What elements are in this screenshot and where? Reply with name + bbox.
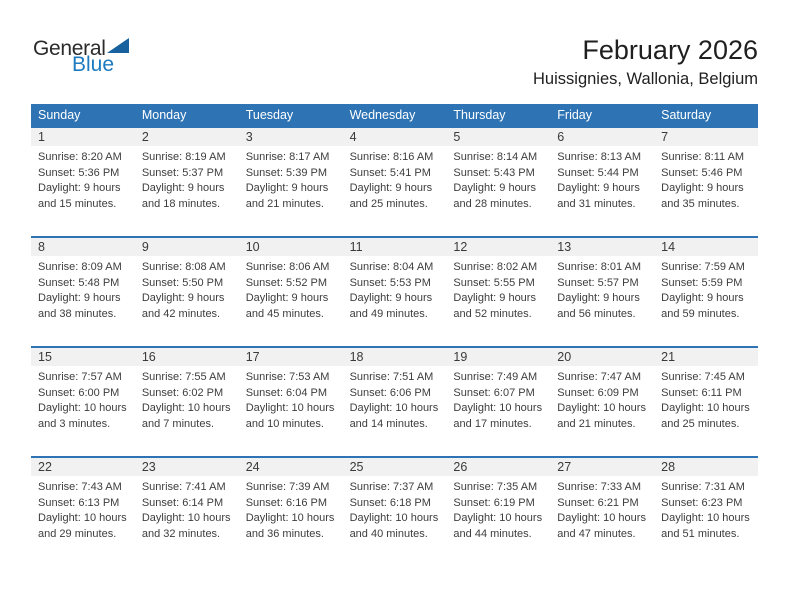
- day-number: 27: [550, 458, 654, 476]
- sunrise-line: Sunrise: 8:06 AM: [245, 261, 330, 273]
- day-number: 1: [31, 128, 135, 146]
- sunset-line: Sunset: 6:09 PM: [557, 386, 639, 399]
- day-cell-18: [343, 348, 447, 456]
- weekday-header-wednesday: Wednesday: [349, 108, 416, 122]
- daylight-line-1: Daylight: 10 hours: [349, 402, 439, 414]
- daylight-line-1: Daylight: 9 hours: [38, 182, 121, 194]
- day-cell-26: [446, 458, 550, 566]
- daylight-line-2: and 56 minutes.: [557, 307, 636, 320]
- daylight-line-1: Daylight: 10 hours: [349, 512, 439, 524]
- day-cell-12: [446, 238, 550, 346]
- daylight-line-2: and 7 minutes.: [141, 417, 214, 430]
- day-info: [239, 476, 343, 542]
- sunrise-line: Sunrise: 7:39 AM: [245, 481, 330, 493]
- weekday-header-row: [31, 104, 758, 126]
- daylight-line-2: and 47 minutes.: [557, 527, 636, 540]
- day-number: 4: [343, 128, 447, 146]
- day-number: 11: [343, 238, 447, 256]
- weekday-header-sunday: Sunday: [38, 108, 81, 122]
- day-cell-28: [654, 458, 758, 566]
- day-info: [343, 476, 447, 542]
- sunrise-line: Sunrise: 7:49 AM: [453, 371, 538, 383]
- sunset-line: Sunset: 5:55 PM: [453, 276, 535, 289]
- day-cell-25: [343, 458, 447, 566]
- daylight-line-2: and 36 minutes.: [245, 527, 324, 540]
- daylight-line-1: Daylight: 10 hours: [557, 402, 646, 414]
- sunset-line: Sunset: 5:43 PM: [453, 166, 535, 179]
- day-number: 5: [446, 128, 550, 146]
- day-cell-2: [135, 128, 239, 236]
- day-info: [446, 146, 550, 212]
- day-info: [654, 366, 758, 432]
- day-info: [654, 146, 758, 212]
- day-info: [31, 366, 135, 432]
- sunrise-line: Sunrise: 8:13 AM: [557, 151, 642, 163]
- sunrise-line: Sunrise: 7:31 AM: [661, 481, 745, 493]
- weekday-header-friday: Friday: [557, 108, 593, 122]
- sunrise-line: Sunrise: 7:43 AM: [38, 481, 122, 493]
- day-info: [343, 366, 447, 432]
- day-number: 2: [135, 128, 239, 146]
- day-info: [31, 146, 135, 212]
- week-row-2: [31, 236, 758, 346]
- daylight-line-1: Daylight: 9 hours: [141, 182, 225, 194]
- sunset-line: Sunset: 5:59 PM: [661, 276, 743, 289]
- sunrise-line: Sunrise: 8:04 AM: [349, 261, 434, 273]
- day-cell-27: [550, 458, 654, 566]
- daylight-line-2: and 52 minutes.: [453, 307, 532, 320]
- sunrise-line: Sunrise: 8:09 AM: [38, 261, 122, 273]
- week-row-3: [31, 346, 758, 456]
- sunset-line: Sunset: 5:52 PM: [245, 276, 328, 289]
- day-cell-8: [31, 238, 135, 346]
- daylight-line-1: Daylight: 10 hours: [557, 512, 646, 524]
- daylight-line-1: Daylight: 10 hours: [453, 512, 543, 524]
- daylight-line-2: and 31 minutes.: [557, 197, 636, 210]
- sunset-line: Sunset: 6:23 PM: [661, 496, 743, 509]
- day-cell-6: [550, 128, 654, 236]
- sunrise-line: Sunrise: 7:35 AM: [453, 481, 538, 493]
- sunset-line: Sunset: 6:06 PM: [349, 386, 431, 399]
- sunrise-line: Sunrise: 8:14 AM: [453, 151, 538, 163]
- daylight-line-2: and 10 minutes.: [245, 417, 324, 430]
- day-cell-3: [239, 128, 343, 236]
- daylight-line-2: and 17 minutes.: [453, 417, 532, 430]
- day-number: 12: [446, 238, 550, 256]
- day-cell-21: [654, 348, 758, 456]
- weekday-header-tuesday: Tuesday: [245, 108, 294, 122]
- day-info: [446, 256, 550, 322]
- day-cell-1: [31, 128, 135, 236]
- day-info: [446, 476, 550, 542]
- day-info: [239, 366, 343, 432]
- sunrise-line: Sunrise: 7:37 AM: [349, 481, 434, 493]
- calendar: [31, 104, 758, 566]
- sunset-line: Sunset: 6:21 PM: [557, 496, 639, 509]
- sunset-line: Sunset: 5:48 PM: [38, 276, 120, 289]
- day-info: [550, 256, 654, 322]
- day-cell-13: [550, 238, 654, 346]
- week-row-4: [31, 456, 758, 566]
- day-number: 7: [654, 128, 758, 146]
- daylight-line-1: Daylight: 9 hours: [661, 182, 744, 194]
- day-info: [550, 146, 654, 212]
- daylight-line-1: Daylight: 10 hours: [245, 512, 335, 524]
- sunset-line: Sunset: 5:39 PM: [245, 166, 328, 179]
- sunrise-line: Sunrise: 8:02 AM: [453, 261, 538, 273]
- daylight-line-2: and 25 minutes.: [661, 417, 740, 430]
- sunrise-line: Sunrise: 7:41 AM: [141, 481, 226, 493]
- daylight-line-2: and 44 minutes.: [453, 527, 532, 540]
- sunset-line: Sunset: 5:37 PM: [141, 166, 224, 179]
- page-subtitle: Huissignies, Wallonia, Belgium: [533, 70, 758, 88]
- day-cell-4: [343, 128, 447, 236]
- daylight-line-1: Daylight: 10 hours: [661, 512, 750, 524]
- week-row-1: [31, 126, 758, 236]
- calendar-grid: [31, 126, 758, 566]
- daylight-line-2: and 45 minutes.: [245, 307, 324, 320]
- day-cell-9: [135, 238, 239, 346]
- day-number: 20: [550, 348, 654, 366]
- daylight-line-2: and 35 minutes.: [661, 197, 740, 210]
- weekday-header-monday: Monday: [141, 108, 187, 122]
- day-cell-16: [135, 348, 239, 456]
- daylight-line-1: Daylight: 9 hours: [141, 292, 225, 304]
- sunrise-line: Sunrise: 7:47 AM: [557, 371, 642, 383]
- day-info: [135, 366, 239, 432]
- sunrise-line: Sunrise: 8:01 AM: [557, 261, 642, 273]
- daylight-line-2: and 40 minutes.: [349, 527, 428, 540]
- day-number: 15: [31, 348, 135, 366]
- day-info: [31, 476, 135, 542]
- sunrise-line: Sunrise: 7:53 AM: [245, 371, 330, 383]
- day-number: 24: [239, 458, 343, 476]
- daylight-line-1: Daylight: 10 hours: [38, 512, 127, 524]
- daylight-line-1: Daylight: 9 hours: [245, 292, 329, 304]
- day-number: 26: [446, 458, 550, 476]
- sunset-line: Sunset: 5:41 PM: [349, 166, 431, 179]
- weekday-header-saturday: Saturday: [661, 108, 712, 122]
- sunset-line: Sunset: 5:57 PM: [557, 276, 639, 289]
- daylight-line-2: and 28 minutes.: [453, 197, 532, 210]
- daylight-line-1: Daylight: 10 hours: [141, 512, 231, 524]
- daylight-line-1: Daylight: 10 hours: [453, 402, 543, 414]
- daylight-line-2: and 29 minutes.: [38, 527, 117, 540]
- sunrise-line: Sunrise: 8:08 AM: [141, 261, 226, 273]
- day-number: 6: [550, 128, 654, 146]
- day-number: 8: [31, 238, 135, 256]
- daylight-line-2: and 38 minutes.: [38, 307, 117, 320]
- sunset-line: Sunset: 6:18 PM: [349, 496, 431, 509]
- day-cell-17: [239, 348, 343, 456]
- sunset-line: Sunset: 5:53 PM: [349, 276, 431, 289]
- logo-text-blue: Blue: [72, 53, 115, 76]
- daylight-line-1: Daylight: 10 hours: [245, 402, 335, 414]
- daylight-line-1: Daylight: 9 hours: [453, 292, 536, 304]
- sunrise-line: Sunrise: 8:20 AM: [38, 151, 122, 163]
- day-cell-10: [239, 238, 343, 346]
- day-cell-19: [446, 348, 550, 456]
- sunrise-line: Sunrise: 8:11 AM: [661, 151, 745, 163]
- day-info: [31, 256, 135, 322]
- day-info: [446, 366, 550, 432]
- day-cell-22: [31, 458, 135, 566]
- logo-text-general: General: [33, 37, 106, 60]
- sunset-line: Sunset: 5:44 PM: [557, 166, 639, 179]
- day-number: 14: [654, 238, 758, 256]
- daylight-line-1: Daylight: 9 hours: [349, 292, 433, 304]
- day-number: 10: [239, 238, 343, 256]
- general-blue-logo: [33, 38, 129, 74]
- sunset-line: Sunset: 5:36 PM: [38, 166, 120, 179]
- day-cell-24: [239, 458, 343, 566]
- daylight-line-2: and 49 minutes.: [349, 307, 428, 320]
- sunset-line: Sunset: 6:13 PM: [38, 496, 120, 509]
- sunrise-line: Sunrise: 7:51 AM: [349, 371, 434, 383]
- daylight-line-1: Daylight: 10 hours: [141, 402, 231, 414]
- sunset-line: Sunset: 5:50 PM: [141, 276, 224, 289]
- day-cell-5: [446, 128, 550, 236]
- day-number: 13: [550, 238, 654, 256]
- day-cell-23: [135, 458, 239, 566]
- day-number: 23: [135, 458, 239, 476]
- daylight-line-2: and 21 minutes.: [557, 417, 636, 430]
- day-cell-14: [654, 238, 758, 346]
- day-info: [343, 146, 447, 212]
- day-info: [135, 476, 239, 542]
- sunset-line: Sunset: 6:14 PM: [141, 496, 224, 509]
- daylight-line-1: Daylight: 9 hours: [38, 292, 121, 304]
- daylight-line-2: and 3 minutes.: [38, 417, 111, 430]
- day-number: 25: [343, 458, 447, 476]
- title-block: [533, 34, 758, 91]
- daylight-line-2: and 59 minutes.: [661, 307, 740, 320]
- sunrise-line: Sunrise: 7:57 AM: [38, 371, 122, 383]
- day-number: 28: [654, 458, 758, 476]
- daylight-line-1: Daylight: 9 hours: [453, 182, 536, 194]
- sunrise-line: Sunrise: 8:16 AM: [349, 151, 434, 163]
- daylight-line-1: Daylight: 10 hours: [661, 402, 750, 414]
- day-info: [239, 146, 343, 212]
- sunset-line: Sunset: 6:19 PM: [453, 496, 535, 509]
- day-number: 21: [654, 348, 758, 366]
- day-cell-7: [654, 128, 758, 236]
- daylight-line-1: Daylight: 9 hours: [245, 182, 329, 194]
- daylight-line-2: and 51 minutes.: [661, 527, 740, 540]
- weekday-header-thursday: Thursday: [453, 108, 506, 122]
- day-cell-15: [31, 348, 135, 456]
- daylight-line-2: and 21 minutes.: [245, 197, 324, 210]
- sunrise-line: Sunrise: 7:45 AM: [661, 371, 745, 383]
- sunset-line: Sunset: 6:00 PM: [38, 386, 120, 399]
- day-info: [654, 256, 758, 322]
- day-info: [135, 256, 239, 322]
- day-number: 3: [239, 128, 343, 146]
- day-cell-11: [343, 238, 447, 346]
- day-number: 18: [343, 348, 447, 366]
- day-info: [550, 366, 654, 432]
- day-number: 17: [239, 348, 343, 366]
- day-info: [343, 256, 447, 322]
- sunrise-line: Sunrise: 7:59 AM: [661, 261, 745, 273]
- sunrise-line: Sunrise: 8:19 AM: [141, 151, 226, 163]
- day-number: 19: [446, 348, 550, 366]
- day-number: 22: [31, 458, 135, 476]
- sunrise-line: Sunrise: 8:17 AM: [245, 151, 330, 163]
- page-title: February 2026: [582, 35, 758, 65]
- daylight-line-2: and 18 minutes.: [141, 197, 221, 210]
- day-number: 9: [135, 238, 239, 256]
- sunset-line: Sunset: 6:11 PM: [661, 386, 742, 399]
- day-info: [239, 256, 343, 322]
- daylight-line-1: Daylight: 9 hours: [557, 182, 640, 194]
- day-info: [550, 476, 654, 542]
- sunset-line: Sunset: 6:04 PM: [245, 386, 328, 399]
- daylight-line-2: and 14 minutes.: [349, 417, 428, 430]
- sunrise-line: Sunrise: 7:55 AM: [141, 371, 226, 383]
- daylight-line-1: Daylight: 9 hours: [349, 182, 433, 194]
- day-number: 16: [135, 348, 239, 366]
- day-info: [135, 146, 239, 212]
- daylight-line-2: and 15 minutes.: [38, 197, 117, 210]
- day-info: [654, 476, 758, 542]
- day-cell-20: [550, 348, 654, 456]
- sunset-line: Sunset: 5:46 PM: [661, 166, 743, 179]
- daylight-line-2: and 25 minutes.: [349, 197, 428, 210]
- sunset-line: Sunset: 6:07 PM: [453, 386, 535, 399]
- daylight-line-1: Daylight: 9 hours: [661, 292, 744, 304]
- sunrise-line: Sunrise: 7:33 AM: [557, 481, 642, 493]
- sunset-line: Sunset: 6:16 PM: [245, 496, 328, 509]
- daylight-line-1: Daylight: 9 hours: [557, 292, 640, 304]
- sunset-line: Sunset: 6:02 PM: [141, 386, 224, 399]
- daylight-line-1: Daylight: 10 hours: [38, 402, 127, 414]
- daylight-line-2: and 32 minutes.: [141, 527, 221, 540]
- daylight-line-2: and 42 minutes.: [141, 307, 221, 320]
